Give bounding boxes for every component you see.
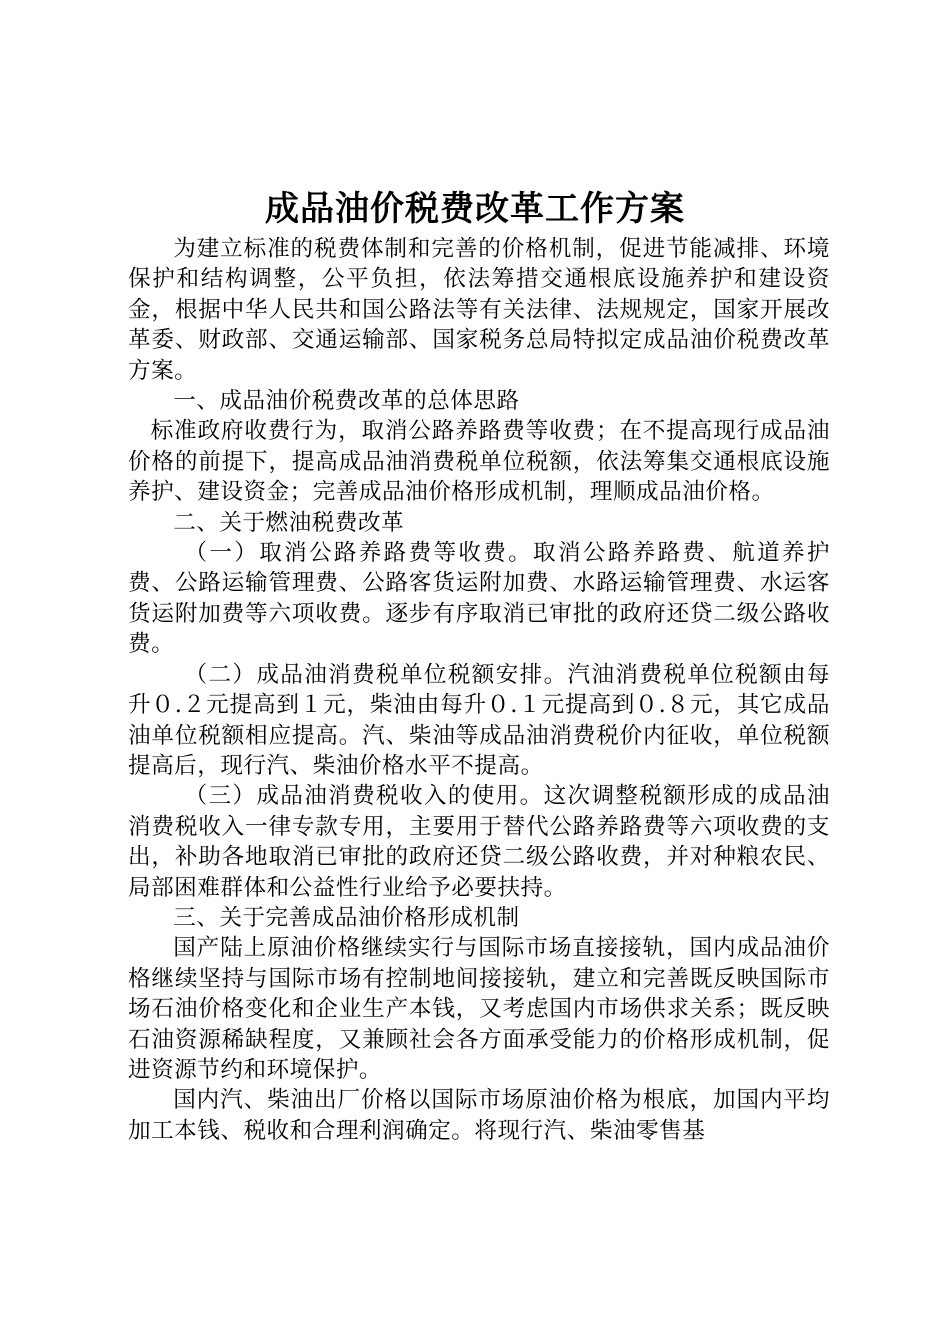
document-body [128,234,830,1146]
paragraph-pricing-mechanism: 国产陆上原油价格继续实行与国际市场直接接轨，国内成品油价格继续坚持与国际市场有控制地间接接轨，建立和完善既反映国际市场石油价格变化和企业生产本钱，又考虑国内市场供求关系；既反映石油资源稀缺程度，又兼顾社会各方面承受能力的价格形成机制，促进资源节约和环境保护。 [128,935,830,1083]
paragraph-ex-factory-price: 国内汽、柴油出厂价格以国际市场原油价格为根底，加国内平均加工本钱、税收和合理利润确定。将现行汽、柴油零售基 [128,1087,830,1144]
paragraph-overall-approach: 标准政府收费行为，取消公路养路费等收费；在不提高现行成品油价格的前提下，提高成品油消费税单位税额，依法筹集交通根底设施养护、建设资金；完善成品油价格形成机制，理顺成品油价格。 [128,418,830,506]
section-heading-2: 二、关于燃油税费改革 [173,509,405,536]
paragraph-item-1: （一）取消公路养路费等收费。取消公路养路费、航道养护费、公路运输管理费、公路客货运附加费、水路运输管理费、水运客货运附加费等六项收费。逐步有序取消已审批的政府还贷二级公路收费。 [128,540,830,658]
section-heading-1: 一、成品油价税费改革的总体思路 [173,388,520,415]
paragraph-item-2: （二）成品油消费税单位税额安排。汽油消费税单位税额由每升０.２元提高到１元，柴油由每升０.１元提高到０.８元，其它成品油单位税额相应提高。汽、柴油等成品油消费税价内征收，单位税额提高后，现行汽、柴油价格水平不提高。 [128,661,830,779]
document-title: 成品油价税费改革工作方案 [265,189,685,229]
section-heading-3: 三、关于完善成品油价格形成机制 [173,904,520,931]
paragraph-item-3: （三）成品油消费税收入的使用。这次调整税额形成的成品油消费税收入一律专款专用，主要用于替代公路养路费等六项收费的支出，补助各地取消已审批的政府还贷二级公路收费，并对种粮农民、局部困难群体和公益性行业给予必要扶持。 [128,783,830,901]
paragraph-intro: 为建立标准的税费体制和完善的价格机制，促进节能减排、环境保护和结构调整，公平负担，依法筹措交通根底设施养护和建设资金，根据中华人民共和国公路法等有关法律、法规规定，国家开展改革委、财政部、交通运输部、国家税务总局特拟定成品油价税费改革方案。 [128,236,830,384]
